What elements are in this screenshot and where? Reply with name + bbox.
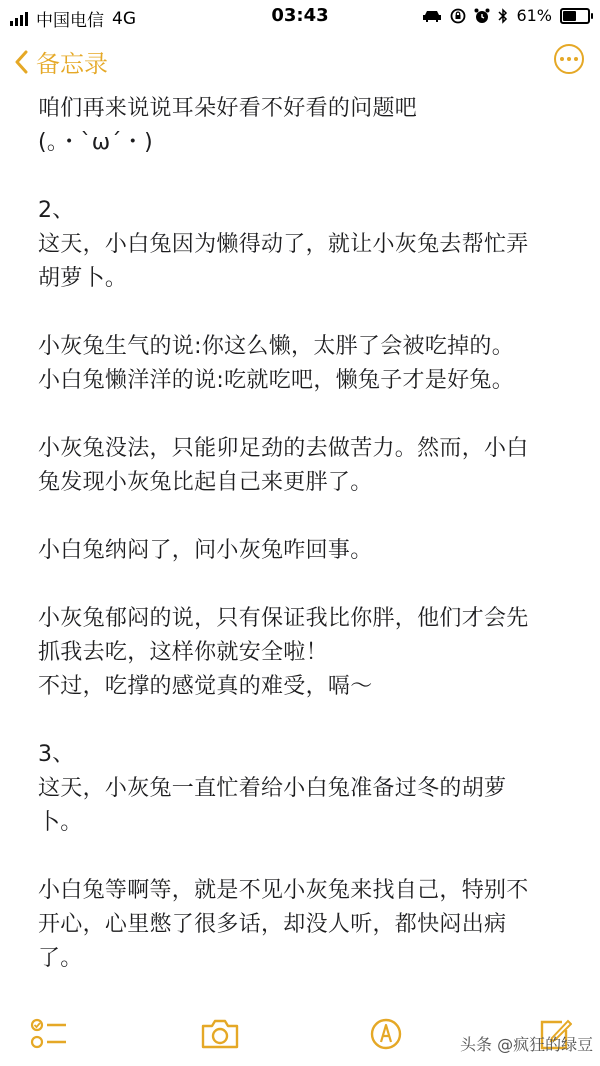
note-line: 卜。 [38,810,83,835]
network-label: 4G [112,8,136,29]
chevron-left-icon [14,50,28,74]
note-line: 咱们再来说说耳朵好看不好看的问题吧 [38,96,418,121]
note-line: 不过，吃撑的感觉真的难受，嗝～ [38,674,373,699]
blank-line [38,500,568,534]
note-line: 小白兔纳闷了，问小灰兔咋回事。 [38,538,373,563]
more-dot-icon [567,57,571,61]
more-dot-icon [574,57,578,61]
nav-bar [0,36,600,88]
more-button[interactable] [554,44,584,74]
note-line: 小灰兔生气的说:你这么懒，太胖了会被吃掉的。 [38,334,515,359]
blank-line [38,704,568,738]
blank-line [38,568,568,602]
lock-rotation-icon [450,8,466,24]
note-line: 3、 [38,742,75,767]
bluetooth-icon [498,8,508,24]
status-time: 03:43 [271,5,329,26]
camera-icon[interactable] [200,1018,240,1050]
more-dot-icon [560,57,564,61]
battery-icon [560,8,590,24]
note-body[interactable] [38,92,568,976]
note-line: 小灰兔没法，只能卯足劲的去做苦力。然而，小白 [38,436,529,461]
note-line: 小灰兔郁闷的说，只有保证我比你胖，他们才会先 [38,606,529,631]
note-line: 这天，小白兔因为懒得动了，就让小灰兔去帮忙弄 [38,232,529,257]
status-right [422,6,590,25]
note-line: 胡萝卜。 [38,266,128,291]
markup-icon[interactable] [370,1018,402,1050]
note-line: 了。 [38,946,83,971]
note-line: 2、 [38,198,75,223]
blank-line [38,296,568,330]
battery-percent: 61% [516,6,552,25]
car-icon [422,9,442,23]
checklist-icon[interactable] [30,1018,68,1050]
status-bar [0,0,600,34]
note-line: 开心，心里憋了很多话，却没人听，都快闷出病 [38,912,507,937]
note-line: (。・`ω´・) [38,130,153,155]
alarm-icon [474,8,490,24]
back-button[interactable] [14,44,108,79]
carrier-label: 中国电信 [36,11,104,31]
note-line: 小白兔等啊等，就是不见小灰兔来找自己，特别不 [38,878,529,903]
blank-line [38,840,568,874]
watermark: 头条 @疯狂的绿豆 [460,1035,594,1054]
note-line: 抓我去吃，这样你就安全啦！ [38,640,328,665]
note-line: 小白兔懒洋洋的说:吃就吃吧，懒兔子才是好兔。 [38,368,515,393]
blank-line [38,398,568,432]
back-label: 备忘录 [36,50,108,78]
blank-line [38,160,568,194]
note-line: 这天，小灰兔一直忙着给小白兔准备过冬的胡萝 [38,776,507,801]
note-line: 兔发现小灰兔比起自己来更胖了。 [38,470,373,495]
